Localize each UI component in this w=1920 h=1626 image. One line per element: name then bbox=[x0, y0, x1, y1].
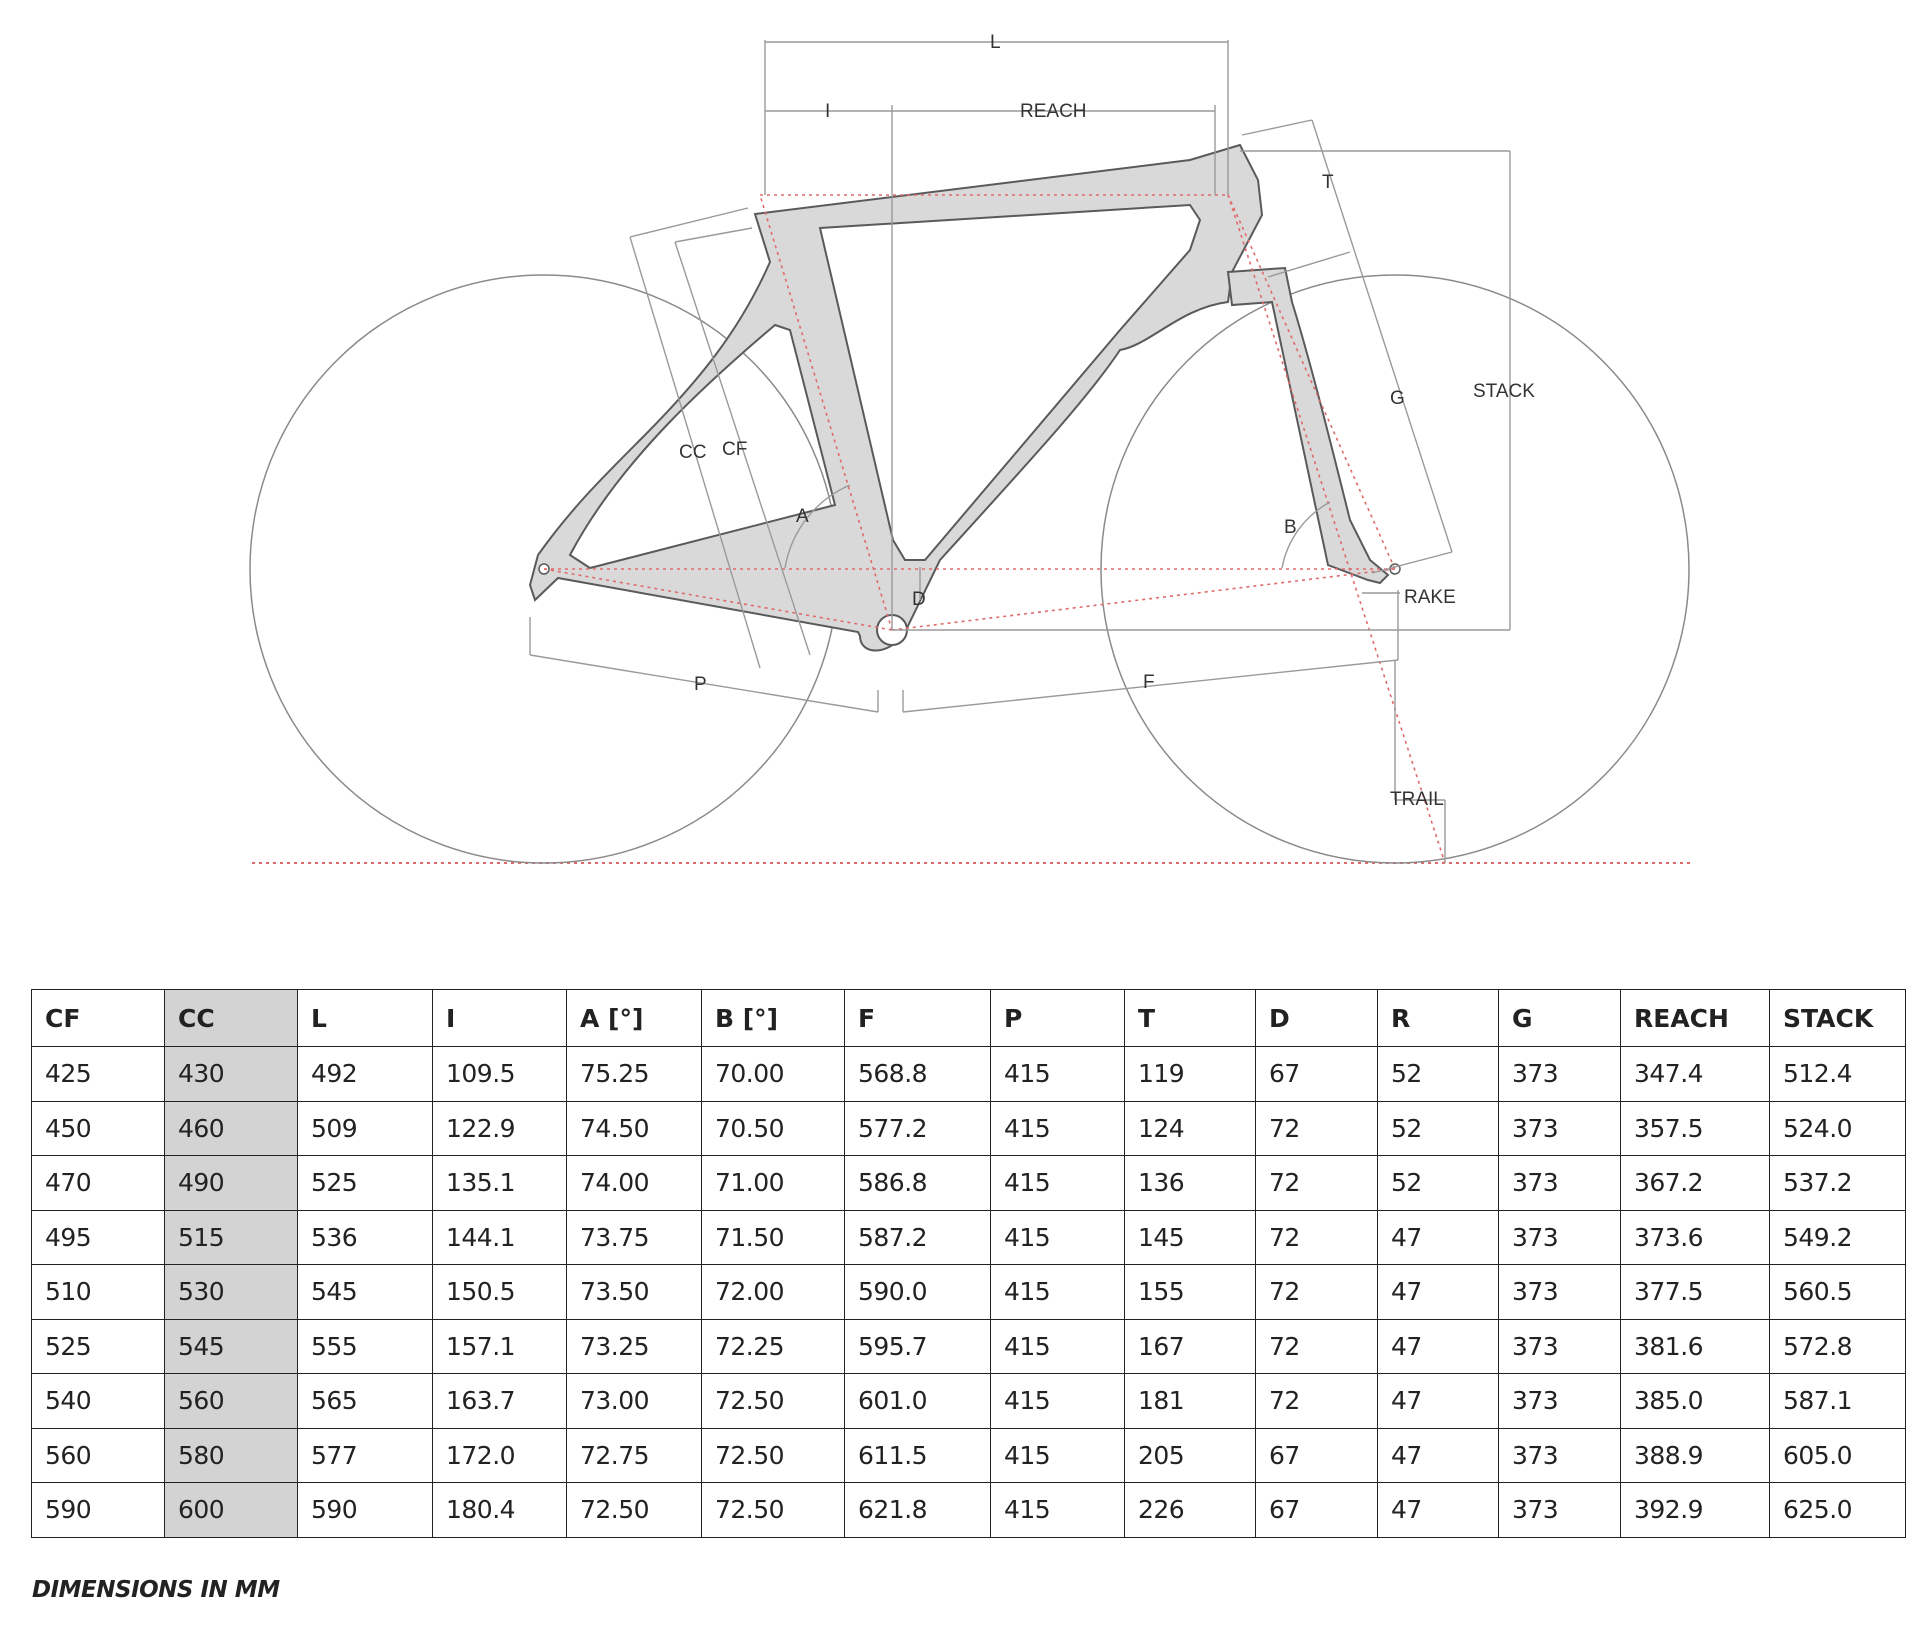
table-cell: 560.5 bbox=[1770, 1265, 1906, 1320]
table-cell: 385.0 bbox=[1621, 1374, 1770, 1429]
table-cell: 144.1 bbox=[433, 1210, 567, 1265]
table-cell: 621.8 bbox=[845, 1483, 991, 1538]
label-REACH: REACH bbox=[1020, 101, 1087, 122]
label-B: B bbox=[1284, 517, 1297, 538]
table-cell: 70.50 bbox=[702, 1101, 845, 1156]
table-cell: 377.5 bbox=[1621, 1265, 1770, 1320]
column-header: P bbox=[991, 990, 1125, 1047]
table-cell: 73.25 bbox=[567, 1319, 702, 1374]
table-cell: 490 bbox=[165, 1156, 298, 1211]
label-A: A bbox=[796, 506, 809, 527]
table-cell: 74.50 bbox=[567, 1101, 702, 1156]
table-cell: 205 bbox=[1125, 1428, 1256, 1483]
table-cell: 136 bbox=[1125, 1156, 1256, 1211]
table-cell: 367.2 bbox=[1621, 1156, 1770, 1211]
column-header: REACH bbox=[1621, 990, 1770, 1047]
table-cell: 109.5 bbox=[433, 1047, 567, 1102]
table-cell: 605.0 bbox=[1770, 1428, 1906, 1483]
table-cell: 155 bbox=[1125, 1265, 1256, 1320]
table-cell: 373 bbox=[1499, 1210, 1621, 1265]
table-cell: 167 bbox=[1125, 1319, 1256, 1374]
table-cell: 163.7 bbox=[433, 1374, 567, 1429]
table-row bbox=[32, 1210, 1906, 1265]
table-cell: 381.6 bbox=[1621, 1319, 1770, 1374]
label-P: P bbox=[694, 674, 707, 695]
table-cell: 74.00 bbox=[567, 1156, 702, 1211]
table-cell: 525 bbox=[298, 1156, 433, 1211]
table-cell: 415 bbox=[991, 1265, 1125, 1320]
table-cell: 590 bbox=[298, 1483, 433, 1538]
table-cell: 373 bbox=[1499, 1483, 1621, 1538]
table-cell: 52 bbox=[1378, 1101, 1499, 1156]
table-cell: 373 bbox=[1499, 1265, 1621, 1320]
geometry-dotted-lines bbox=[544, 195, 1445, 863]
table-cell: 373 bbox=[1499, 1428, 1621, 1483]
table-cell: 72 bbox=[1256, 1374, 1378, 1429]
table-cell: 180.4 bbox=[433, 1483, 567, 1538]
table-row bbox=[32, 1265, 1906, 1320]
table-row bbox=[32, 1319, 1906, 1374]
column-header: L bbox=[298, 990, 433, 1047]
table-cell: 70.00 bbox=[702, 1047, 845, 1102]
table-cell: 590 bbox=[32, 1483, 165, 1538]
table-cell: 388.9 bbox=[1621, 1428, 1770, 1483]
table-cell: 600 bbox=[165, 1483, 298, 1538]
fork bbox=[1228, 268, 1388, 583]
table-cell: 73.00 bbox=[567, 1374, 702, 1429]
table-cell: 52 bbox=[1378, 1156, 1499, 1211]
table-cell: 47 bbox=[1378, 1483, 1499, 1538]
table-cell: 75.25 bbox=[567, 1047, 702, 1102]
table-cell: 347.4 bbox=[1621, 1047, 1770, 1102]
table-cell: 524.0 bbox=[1770, 1101, 1906, 1156]
column-header: CC bbox=[165, 990, 298, 1047]
table-cell: 510 bbox=[32, 1265, 165, 1320]
table-cell: 415 bbox=[991, 1319, 1125, 1374]
table-cell: 373 bbox=[1499, 1319, 1621, 1374]
table-cell: 495 bbox=[32, 1210, 165, 1265]
table-cell: 72.00 bbox=[702, 1265, 845, 1320]
frame-outline bbox=[530, 145, 1262, 651]
label-CF: CF bbox=[722, 439, 748, 460]
table-cell: 590.0 bbox=[845, 1265, 991, 1320]
table-cell: 150.5 bbox=[433, 1265, 567, 1320]
label-CC: CC bbox=[679, 442, 707, 463]
table-cell: 47 bbox=[1378, 1374, 1499, 1429]
table-cell: 357.5 bbox=[1621, 1101, 1770, 1156]
table-cell: 515 bbox=[165, 1210, 298, 1265]
table-cell: 530 bbox=[165, 1265, 298, 1320]
table-header-row bbox=[32, 990, 1906, 1047]
table-cell: 415 bbox=[991, 1047, 1125, 1102]
table-row bbox=[32, 1374, 1906, 1429]
table-cell: 577 bbox=[298, 1428, 433, 1483]
table-cell: 157.1 bbox=[433, 1319, 567, 1374]
table-cell: 181 bbox=[1125, 1374, 1256, 1429]
table-cell: 545 bbox=[165, 1319, 298, 1374]
geometry-table bbox=[31, 989, 1906, 1538]
column-header: STACK bbox=[1770, 990, 1906, 1047]
table-cell: 460 bbox=[165, 1101, 298, 1156]
column-header: R bbox=[1378, 990, 1499, 1047]
label-RAKE: RAKE bbox=[1404, 587, 1456, 608]
table-cell: 415 bbox=[991, 1483, 1125, 1538]
table-cell: 586.8 bbox=[845, 1156, 991, 1211]
table-cell: 124 bbox=[1125, 1101, 1256, 1156]
table-row bbox=[32, 1483, 1906, 1538]
column-header: A [°] bbox=[567, 990, 702, 1047]
table-cell: 47 bbox=[1378, 1210, 1499, 1265]
table-cell: 509 bbox=[298, 1101, 433, 1156]
table-cell: 425 bbox=[32, 1047, 165, 1102]
table-cell: 72 bbox=[1256, 1265, 1378, 1320]
table-cell: 512.4 bbox=[1770, 1047, 1906, 1102]
table-row bbox=[32, 1156, 1906, 1211]
column-header: B [°] bbox=[702, 990, 845, 1047]
table-cell: 72 bbox=[1256, 1101, 1378, 1156]
label-I: I bbox=[825, 101, 831, 122]
table-cell: 47 bbox=[1378, 1319, 1499, 1374]
label-F: F bbox=[1143, 672, 1155, 693]
column-header: D bbox=[1256, 990, 1378, 1047]
table-row bbox=[32, 1428, 1906, 1483]
table-cell: 373 bbox=[1499, 1101, 1621, 1156]
table-cell: 67 bbox=[1256, 1428, 1378, 1483]
column-header: G bbox=[1499, 990, 1621, 1047]
table-cell: 226 bbox=[1125, 1483, 1256, 1538]
footnote: DIMENSIONS IN MM bbox=[32, 1577, 280, 1603]
table-cell: 415 bbox=[991, 1428, 1125, 1483]
frame bbox=[530, 145, 1400, 651]
table-cell: 67 bbox=[1256, 1047, 1378, 1102]
table-cell: 525 bbox=[32, 1319, 165, 1374]
table-cell: 537.2 bbox=[1770, 1156, 1906, 1211]
label-TRAIL: TRAIL bbox=[1390, 789, 1444, 810]
table-cell: 611.5 bbox=[845, 1428, 991, 1483]
table-cell: 577.2 bbox=[845, 1101, 991, 1156]
table-cell: 67 bbox=[1256, 1483, 1378, 1538]
table-row bbox=[32, 1101, 1906, 1156]
table-cell: 555 bbox=[298, 1319, 433, 1374]
table-cell: 373.6 bbox=[1621, 1210, 1770, 1265]
label-STACK: STACK bbox=[1473, 381, 1535, 402]
table-cell: 122.9 bbox=[433, 1101, 567, 1156]
label-G: G bbox=[1390, 388, 1405, 409]
table-cell: 373 bbox=[1499, 1374, 1621, 1429]
table-cell: 72.25 bbox=[702, 1319, 845, 1374]
table-cell: 415 bbox=[991, 1156, 1125, 1211]
table-cell: 172.0 bbox=[433, 1428, 567, 1483]
table-cell: 47 bbox=[1378, 1265, 1499, 1320]
table-cell: 72.75 bbox=[567, 1428, 702, 1483]
table-cell: 625.0 bbox=[1770, 1483, 1906, 1538]
table-cell: 72.50 bbox=[702, 1483, 845, 1538]
table-cell: 540 bbox=[32, 1374, 165, 1429]
table-cell: 47 bbox=[1378, 1428, 1499, 1483]
table-cell: 52 bbox=[1378, 1047, 1499, 1102]
table-cell: 72.50 bbox=[702, 1374, 845, 1429]
table-row bbox=[32, 1047, 1906, 1102]
table-cell: 492 bbox=[298, 1047, 433, 1102]
column-header: I bbox=[433, 990, 567, 1047]
table-cell: 72.50 bbox=[567, 1483, 702, 1538]
table-cell: 587.2 bbox=[845, 1210, 991, 1265]
label-T: T bbox=[1322, 172, 1334, 193]
table-cell: 73.75 bbox=[567, 1210, 702, 1265]
table-cell: 595.7 bbox=[845, 1319, 991, 1374]
table-cell: 373 bbox=[1499, 1156, 1621, 1211]
table-cell: 145 bbox=[1125, 1210, 1256, 1265]
table-cell: 572.8 bbox=[1770, 1319, 1906, 1374]
label-D: D bbox=[912, 589, 926, 610]
table-cell: 71.00 bbox=[702, 1156, 845, 1211]
table-cell: 545 bbox=[298, 1265, 433, 1320]
table-cell: 560 bbox=[32, 1428, 165, 1483]
table-cell: 72 bbox=[1256, 1156, 1378, 1211]
table-cell: 71.50 bbox=[702, 1210, 845, 1265]
table-cell: 560 bbox=[165, 1374, 298, 1429]
table-cell: 392.9 bbox=[1621, 1483, 1770, 1538]
table-cell: 470 bbox=[32, 1156, 165, 1211]
table-cell: 536 bbox=[298, 1210, 433, 1265]
table-cell: 373 bbox=[1499, 1047, 1621, 1102]
table-cell: 415 bbox=[991, 1210, 1125, 1265]
table-cell: 135.1 bbox=[433, 1156, 567, 1211]
table-cell: 587.1 bbox=[1770, 1374, 1906, 1429]
table-cell: 549.2 bbox=[1770, 1210, 1906, 1265]
table-cell: 415 bbox=[991, 1101, 1125, 1156]
table-cell: 72 bbox=[1256, 1319, 1378, 1374]
table-cell: 415 bbox=[991, 1374, 1125, 1429]
table-cell: 580 bbox=[165, 1428, 298, 1483]
table-cell: 72.50 bbox=[702, 1428, 845, 1483]
table-cell: 568.8 bbox=[845, 1047, 991, 1102]
table-cell: 601.0 bbox=[845, 1374, 991, 1429]
table-cell: 72 bbox=[1256, 1210, 1378, 1265]
table-cell: 565 bbox=[298, 1374, 433, 1429]
column-header: T bbox=[1125, 990, 1256, 1047]
table-cell: 430 bbox=[165, 1047, 298, 1102]
table-cell: 73.50 bbox=[567, 1265, 702, 1320]
table-cell: 450 bbox=[32, 1101, 165, 1156]
label-L: L bbox=[990, 32, 1001, 53]
column-header: F bbox=[845, 990, 991, 1047]
table-cell: 119 bbox=[1125, 1047, 1256, 1102]
column-header: CF bbox=[32, 990, 165, 1047]
